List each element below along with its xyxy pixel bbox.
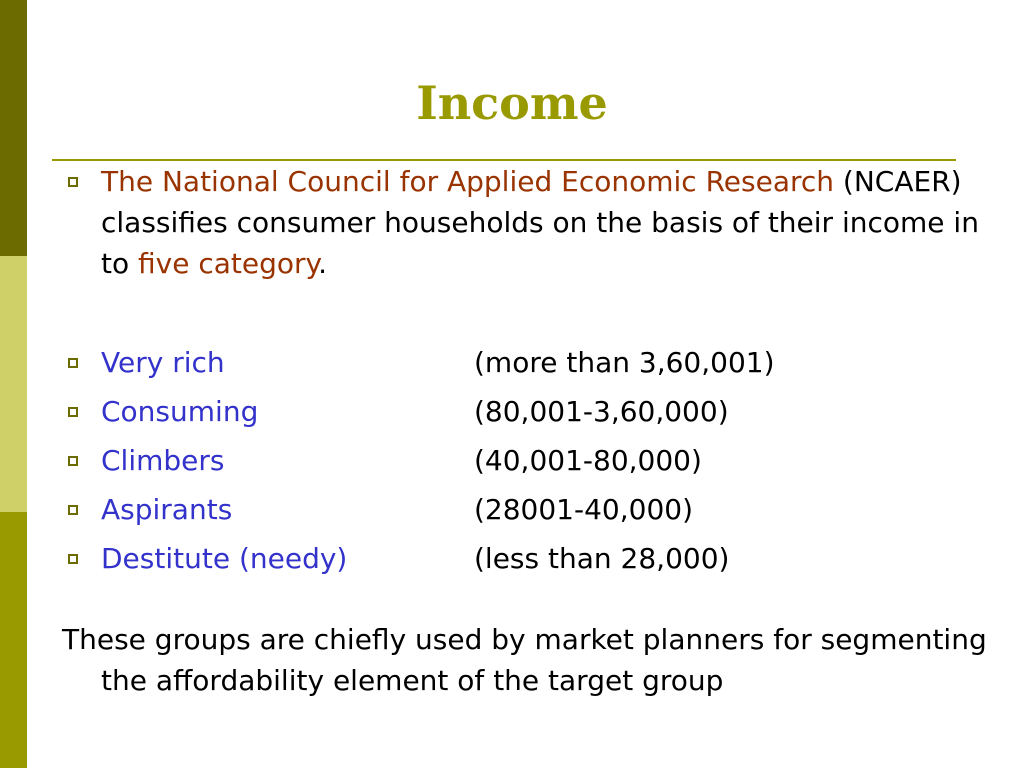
category-name: Aspirants — [101, 493, 233, 526]
bullet-square-icon — [68, 358, 78, 368]
category-row — [62, 538, 1012, 587]
intro-bullet — [62, 161, 1012, 284]
intro-middle: (NCAER) classifies consumer households on the basis of their income in to — [101, 165, 979, 280]
category-row — [62, 489, 1012, 538]
category-range: (more than 3,60,001) — [474, 346, 775, 379]
side-bar-middle — [0, 256, 27, 512]
category-range: (40,001-80,000) — [474, 444, 702, 477]
category-range: (80,001-3,60,000) — [474, 395, 729, 428]
intro-highlight: five category — [138, 247, 319, 280]
category-row — [62, 440, 1012, 489]
category-name: Consuming — [101, 395, 259, 428]
category-name: Very rich — [101, 346, 225, 379]
side-bar-top — [0, 0, 27, 256]
bullet-square-icon — [68, 456, 78, 466]
slide-title: Income — [416, 76, 608, 130]
category-row — [62, 342, 1012, 391]
category-name: Climbers — [101, 444, 225, 477]
category-range: (less than 28,000) — [474, 542, 730, 575]
bullet-square-icon — [68, 407, 78, 417]
bullet-square-icon — [68, 505, 78, 515]
category-row — [62, 391, 1012, 440]
closing-paragraph: These groups are chiefly used by market planners for segmenting the affordability element of the target group — [62, 623, 987, 697]
side-bar-bottom — [0, 512, 27, 768]
intro-lead: The National Council for Applied Economic Research — [101, 165, 835, 198]
bullet-square-icon — [68, 177, 78, 187]
bullet-square-icon — [68, 554, 78, 564]
category-name: Destitute (needy) — [101, 542, 348, 575]
category-range: (28001-40,000) — [474, 493, 693, 526]
intro-end: . — [318, 247, 328, 280]
slide-body — [62, 161, 1012, 701]
